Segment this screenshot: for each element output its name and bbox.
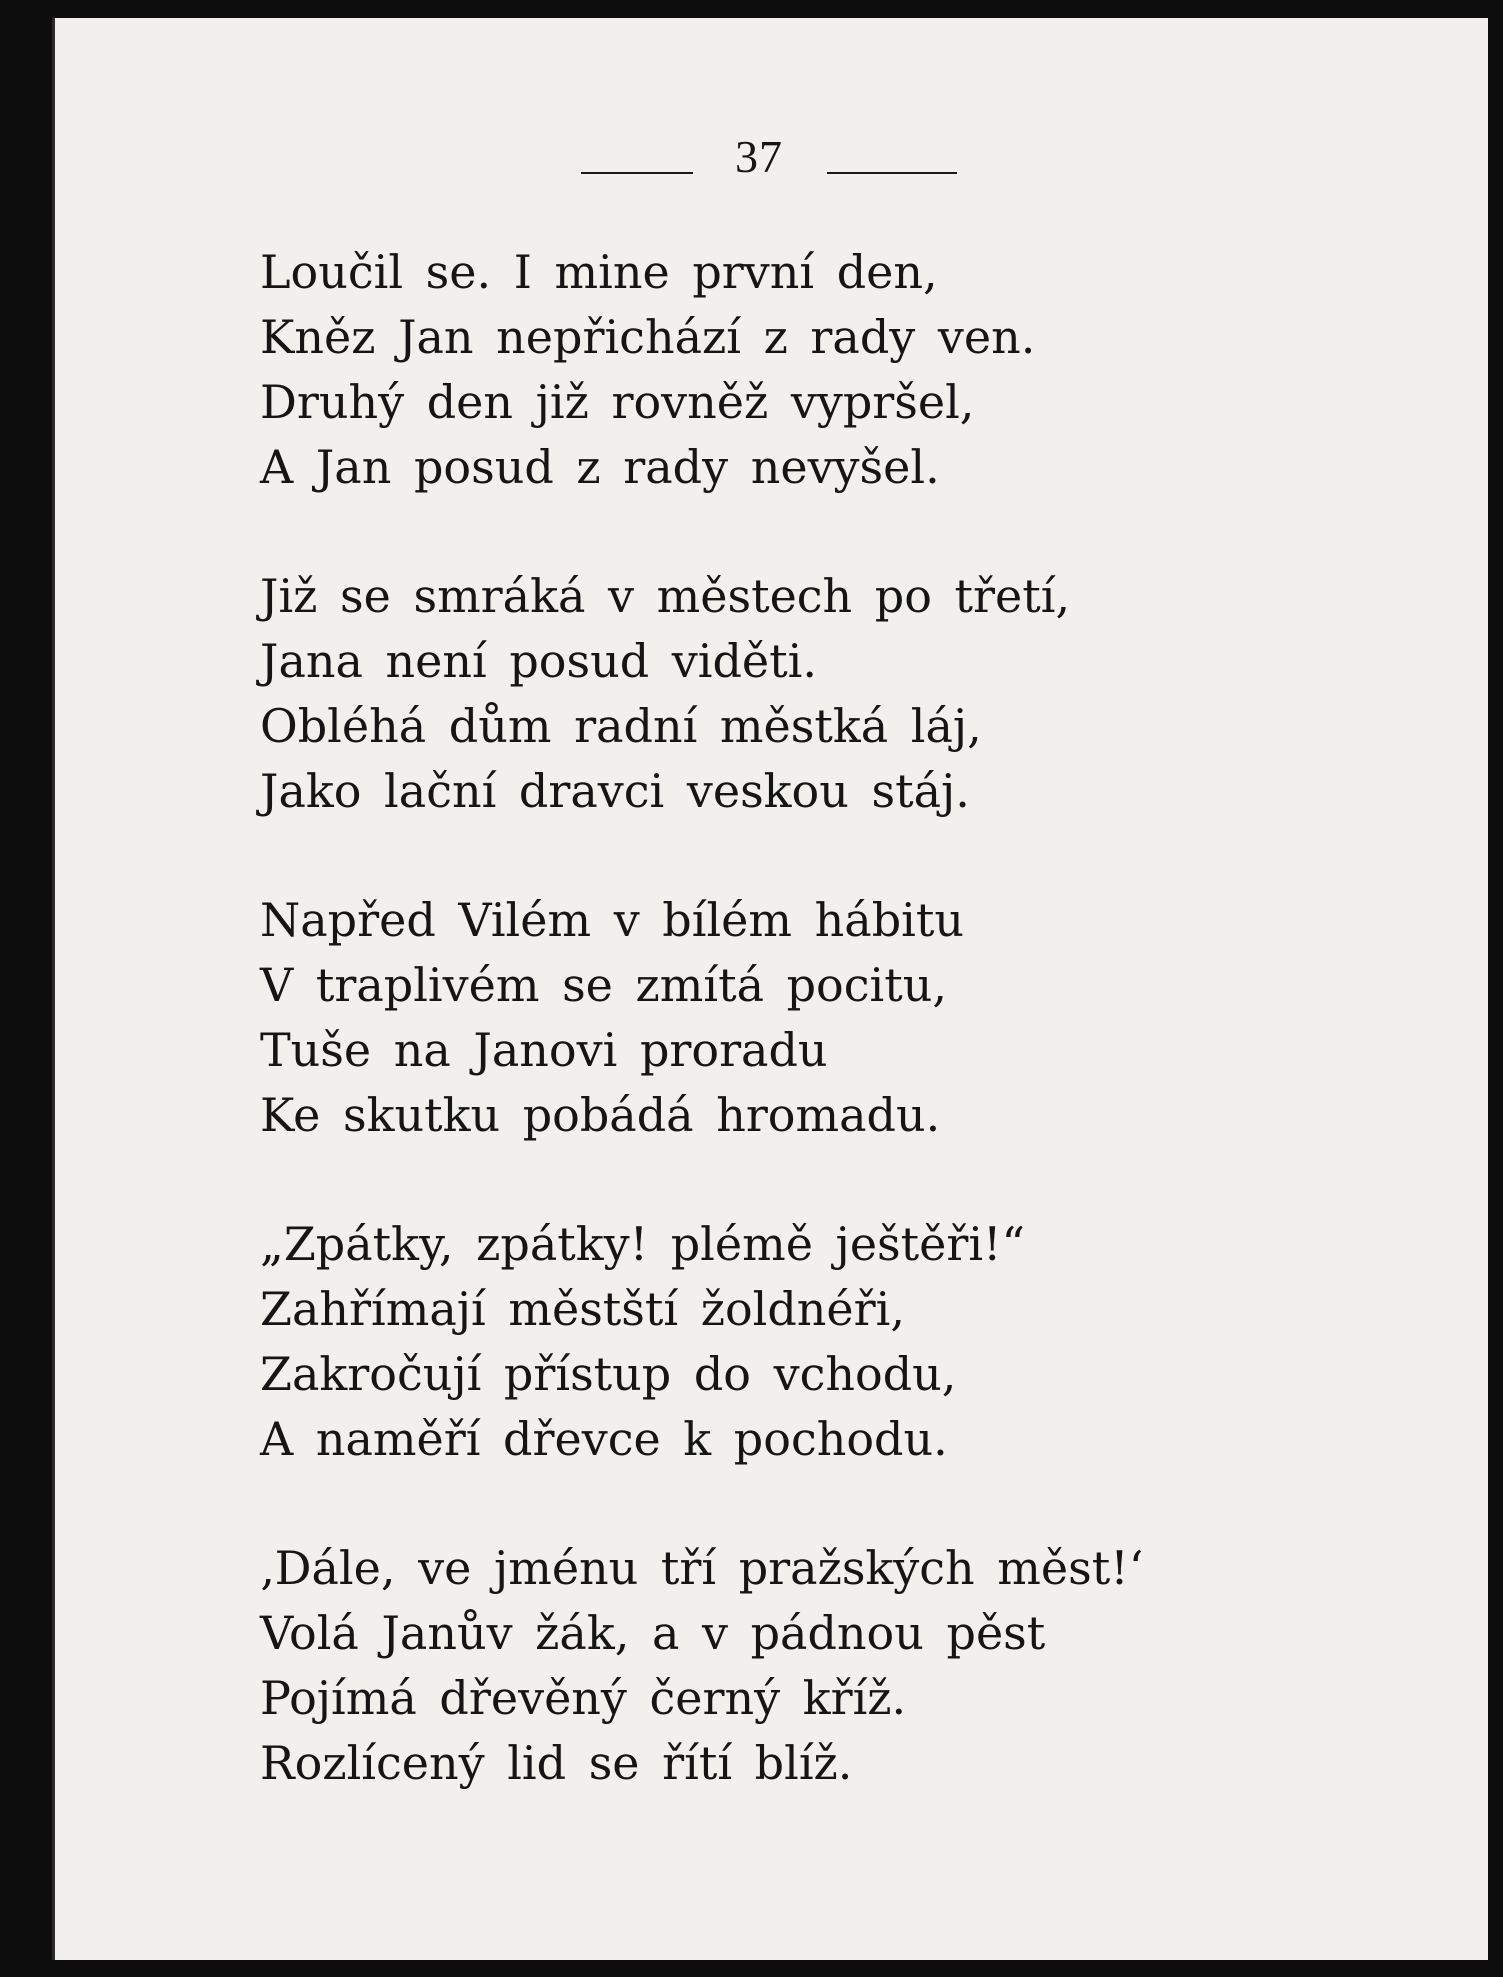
- verse-line: ‚Dále, ve jménu tří pražských měst!‘: [260, 1541, 1144, 1595]
- poem-body: [260, 240, 1420, 1860]
- verse-line: Pojímá dřevěný černý kříž.: [260, 1671, 907, 1725]
- verse-line: Rozlícený lid se řítí blíž.: [260, 1736, 853, 1790]
- verse-line: Kněz Jan nepřichází z rady ven.: [260, 310, 1036, 364]
- verse-line: Jana není posud viděti.: [260, 634, 817, 688]
- stanza-3: [260, 888, 1420, 1148]
- page-header: [525, 130, 965, 190]
- header-rule-left: [581, 172, 693, 174]
- verse-line: V traplivém se zmítá pocitu,: [260, 958, 947, 1012]
- header-rule-right: [827, 172, 957, 174]
- stanza-1: [260, 240, 1420, 500]
- verse-line: A naměří dřevce k pochodu.: [260, 1412, 948, 1466]
- verse-line: „Zpátky, zpátky! plémě ještěři!“: [260, 1217, 1026, 1271]
- verse-line: Druhý den již rovněž vypršel,: [260, 375, 975, 429]
- verse-line: Loučil se. I mine první den,: [260, 245, 938, 299]
- verse-line: Tuše na Janovi proradu: [260, 1023, 828, 1077]
- stanza-4: [260, 1212, 1420, 1472]
- page-sheet: [52, 18, 1488, 1960]
- verse-line: Zahřímají městští žoldnéři,: [260, 1282, 905, 1336]
- verse-line: Zakročují přístup do vchodu,: [260, 1347, 957, 1401]
- verse-line: Napřed Vilém v bílém hábitu: [260, 893, 964, 947]
- verse-line: Již se smráká v městech po třetí,: [260, 569, 1071, 623]
- verse-line: Obléhá dům radní městká láj,: [260, 699, 982, 753]
- stanza-2: [260, 564, 1420, 824]
- verse-line: Ke skutku pobádá hromadu.: [260, 1088, 941, 1142]
- verse-line: Jako lační dravci veskou stáj.: [260, 764, 970, 818]
- stanza-5: [260, 1536, 1420, 1796]
- verse-line: A Jan posud z rady nevyšel.: [260, 440, 940, 494]
- verse-line: Volá Janův žák, a v pádnou pěst: [260, 1606, 1046, 1660]
- page-number: 37: [735, 131, 783, 182]
